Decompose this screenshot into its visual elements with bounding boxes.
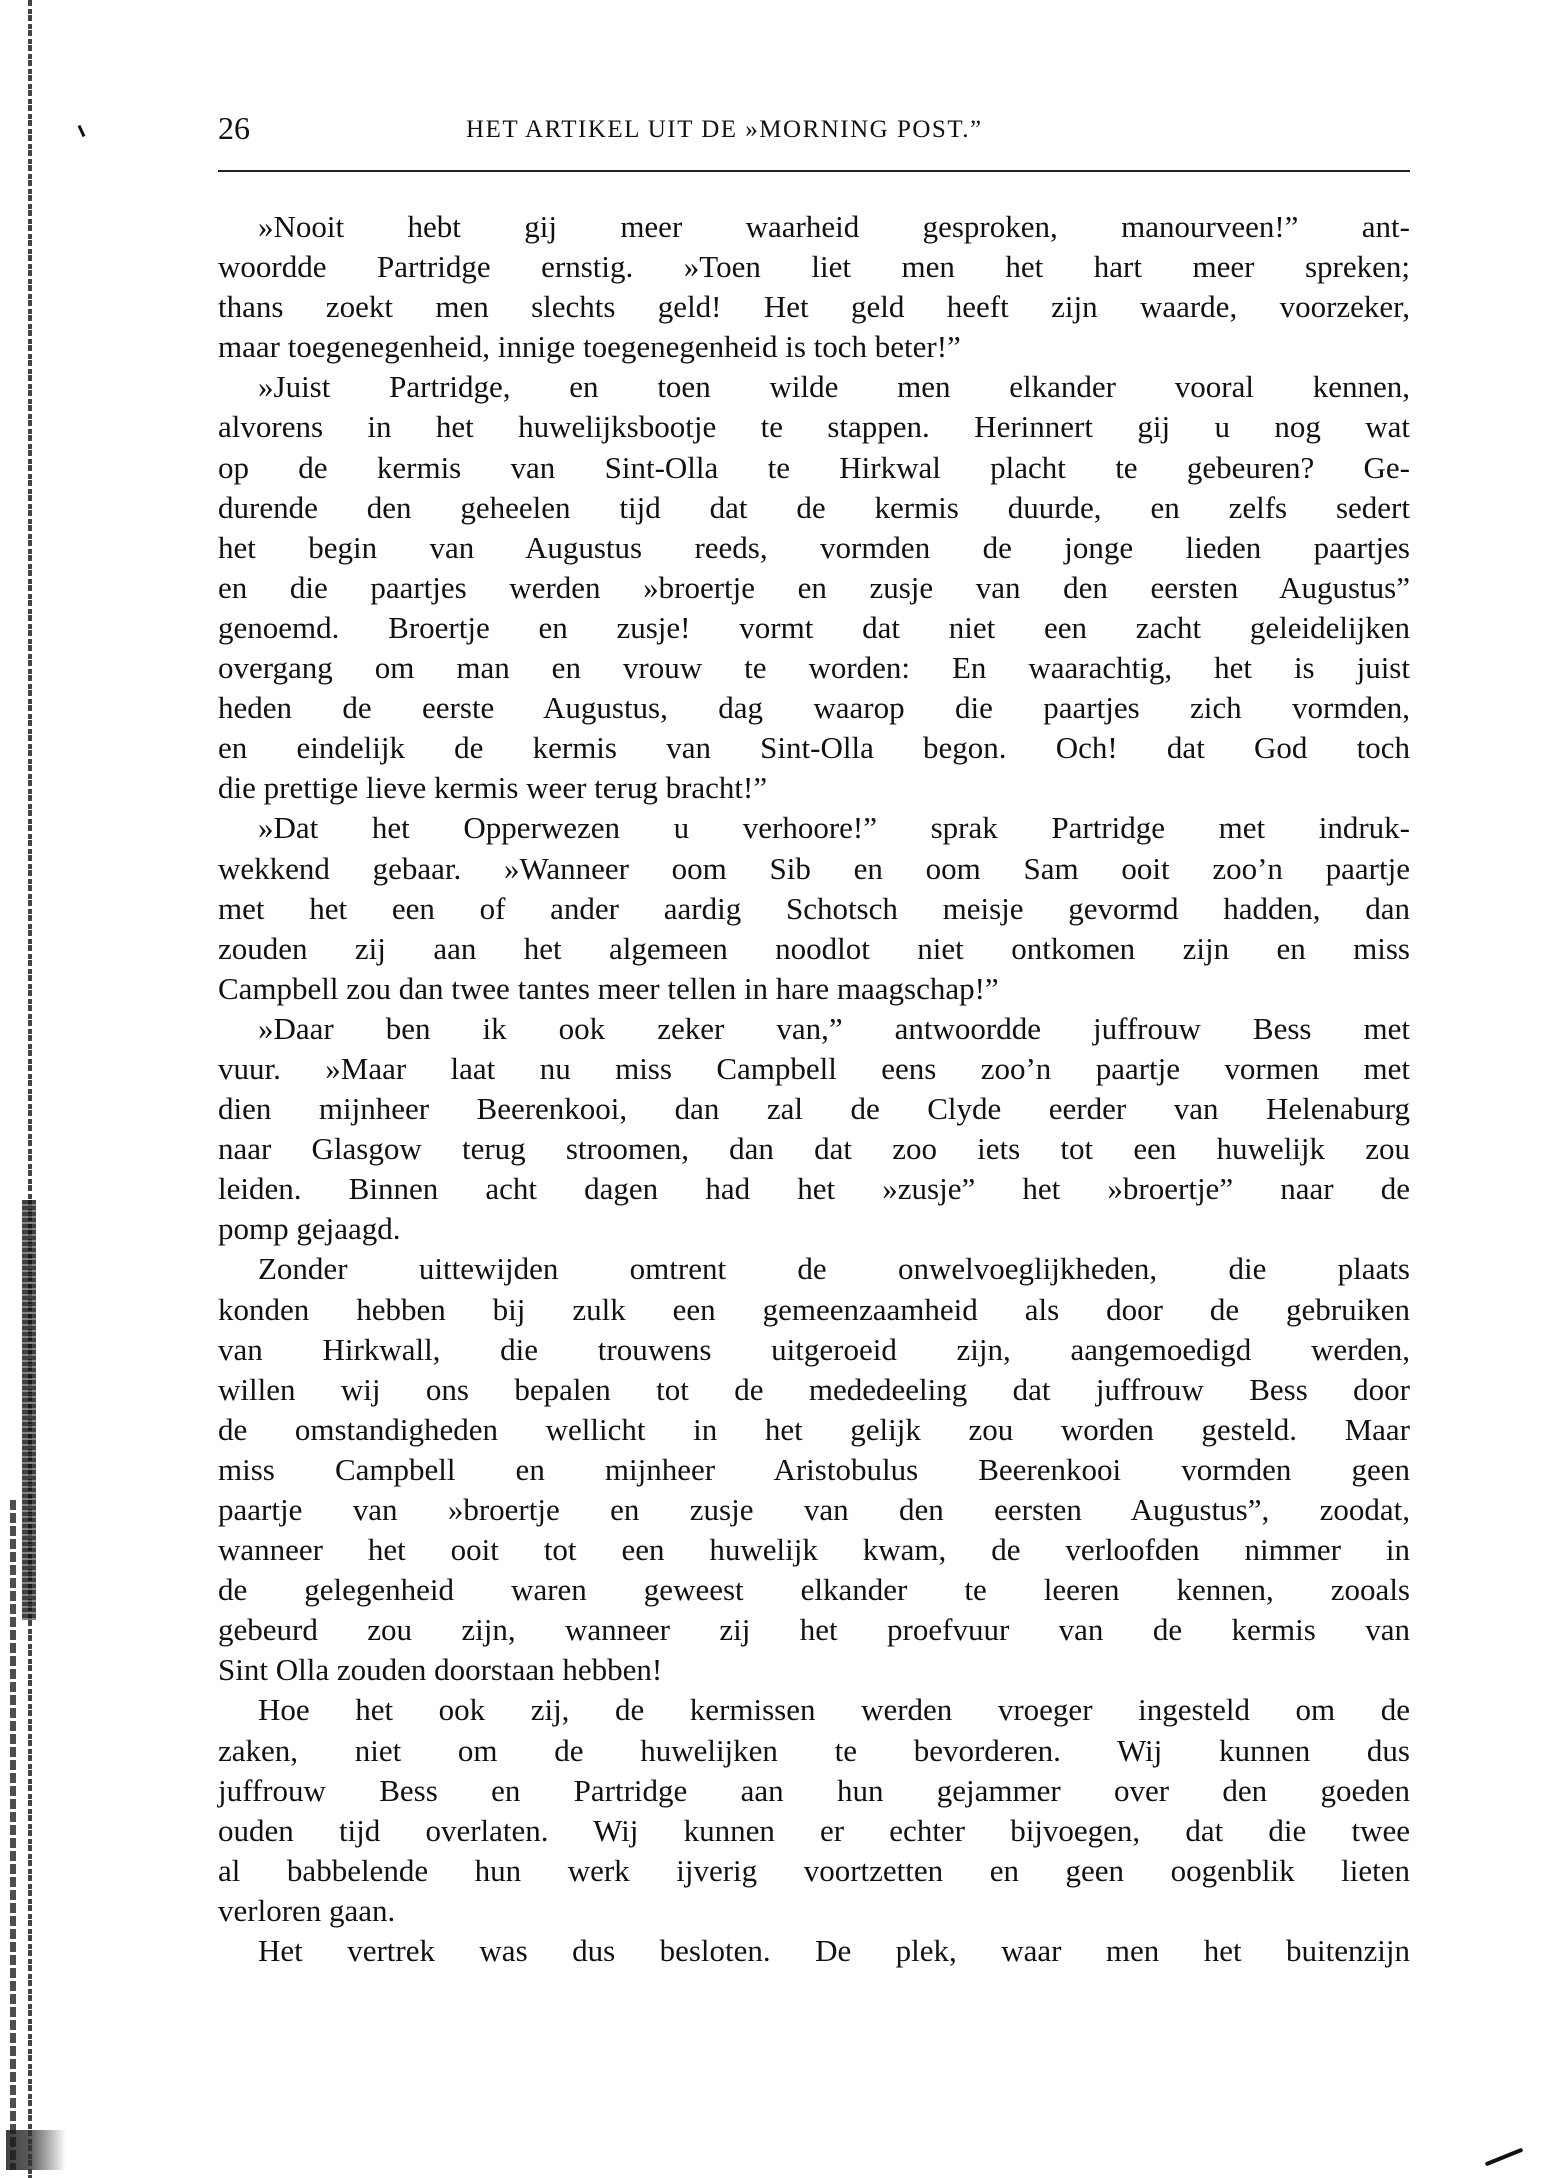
text-line: juffrouw Bess en Partridge aan hun gejammer over den goeden (218, 1772, 1410, 1808)
text-line: leiden. Binnen acht dagen had het »zusje” het »broertje” naar de (218, 1171, 1410, 1207)
text-line: maar toegenegenheid, innige toegenegenheid is toch beter!” (218, 329, 961, 365)
text-line: willen wij ons bepalen tot de mededeeling dat juffrouw Bess door (218, 1371, 1410, 1407)
text-line: en eindelijk de kermis van Sint-Olla begon. Och! dat God toch (218, 730, 1410, 766)
scan-corner-artifact (6, 2130, 66, 2170)
text-line: heden de eerste Augustus, dag waarop die paartjes zich vormden, (218, 690, 1410, 726)
scan-binding-edge (28, 0, 32, 2178)
text-line: Campbell zou dan twee tantes meer tellen in hare maagschap!” (218, 970, 999, 1006)
scan-binding-edge-lower (10, 1500, 16, 2170)
text-line: verloren gaan. (218, 1892, 396, 1928)
text-line: ouden tijd overlaten. Wij kunnen er echter bijvoegen, dat die twee (218, 1812, 1410, 1848)
text-line: zaken, niet om de huwelijken te bevorderen. Wij kunnen dus (218, 1732, 1410, 1768)
pen-stroke-mark (1485, 2148, 1524, 2167)
text-line: en die paartjes werden »broertje en zusje van den eersten Augustus” (218, 569, 1410, 605)
text-line: naar Glasgow terug stroomen, dan dat zoo iets tot een huwelijk zou (218, 1131, 1410, 1167)
text-line: thans zoekt men slechts geld! Het geld heeft zijn waarde, voorzeker, (218, 289, 1410, 325)
text-line: »Nooit hebt gij meer waarheid gesproken, manourveen!” ant- (258, 209, 1410, 244)
text-line: »Daar ben ik ook zeker van,” antwoordde juffrouw Bess met (258, 1010, 1410, 1046)
text-line: »Juist Partridge, en toen wilde men elkander vooral kennen, (258, 369, 1410, 405)
header-rule (218, 170, 1410, 172)
text-line: vuur. »Maar laat nu miss Campbell eens zoo’n paartje vormen met (218, 1050, 1410, 1086)
page-number: 26 (218, 110, 250, 146)
text-line: de omstandigheden wellicht in het gelijk zou worden gesteld. Maar (218, 1411, 1410, 1447)
text-line: Zonder uittewijden omtrent de onwelvoeglijkheden, die plaats (258, 1251, 1410, 1287)
text-line: met het een of ander aardig Schotsch meisje gevormd hadden, dan (218, 890, 1410, 926)
text-line: Sint Olla zouden doorstaan hebben! (218, 1652, 663, 1688)
text-line: overgang om man en vrouw te worden: En waarachtig, het is juist (218, 650, 1410, 686)
text-line: wekkend gebaar. »Wanneer oom Sib en oom Sam ooit zoo’n paartje (218, 850, 1410, 886)
text-line: genoemd. Broertje en zusje! vormt dat niet een zacht geleidelijken (218, 609, 1410, 645)
text-line: »Dat het Opperwezen u verhoore!” sprak Partridge met indruk- (258, 810, 1410, 846)
text-line: van Hirkwall, die trouwens uitgeroeid zijn, aangemoedigd werden, (218, 1331, 1410, 1367)
text-line: Hoe het ook zij, de kermissen werden vroeger ingesteld om de (258, 1692, 1410, 1728)
text-line: paartje van »broertje en zusje van den eersten Augustus”, zoodat, (218, 1492, 1410, 1527)
text-line: het begin van Augustus reeds, vormden de jonge lieden paartjes (218, 529, 1410, 565)
text-line: alvorens in het huwelijksbootje te stappen. Herinnert gij u nog wat (218, 409, 1410, 445)
margin-mark (78, 125, 86, 137)
text-line: konden hebben bij zulk een gemeenzaamheid als door de gebruiken (218, 1291, 1410, 1327)
running-title: HET ARTIKEL UIT DE »MORNING POST.” (466, 116, 983, 143)
text-line: Het vertrek was dus besloten. De plek, waar men het buitenzijn (258, 1933, 1410, 1969)
running-head (218, 108, 1410, 148)
text-line: durende den geheelen tijd dat de kermis duurde, en zelfs sedert (218, 489, 1410, 525)
text-line: woordde Partridge ernstig. »Toen liet men het hart meer spreken; (218, 249, 1410, 285)
text-line: gebeurd zou zijn, wanneer zij het proefvuur van de kermis van (218, 1612, 1410, 1648)
text-line: miss Campbell en mijnheer Aristobulus Beerenkooi vormden geen (218, 1451, 1410, 1487)
text-line: op de kermis van Sint-Olla te Hirkwal placht te gebeuren? Ge- (218, 449, 1410, 485)
text-line: dien mijnheer Beerenkooi, dan zal de Clyde eerder van Helenaburg (218, 1091, 1410, 1127)
text-line: zouden zij aan het algemeen noodlot niet ontkomen zijn en miss (218, 930, 1410, 966)
text-line: de gelegenheid waren geweest elkander te leeren kennen, zooals (218, 1572, 1410, 1608)
binding-shadow (22, 1200, 36, 1620)
text-line: die prettige lieve kermis weer terug bracht!” (218, 770, 768, 806)
body-text (218, 207, 1410, 1971)
text-line: pomp gejaagd. (218, 1211, 401, 1247)
text-line: wanneer het ooit tot een huwelijk kwam, de verloofden nimmer in (218, 1532, 1410, 1568)
text-line: al babbelende hun werk ijverig voortzetten en geen oogenblik lieten (218, 1852, 1410, 1888)
